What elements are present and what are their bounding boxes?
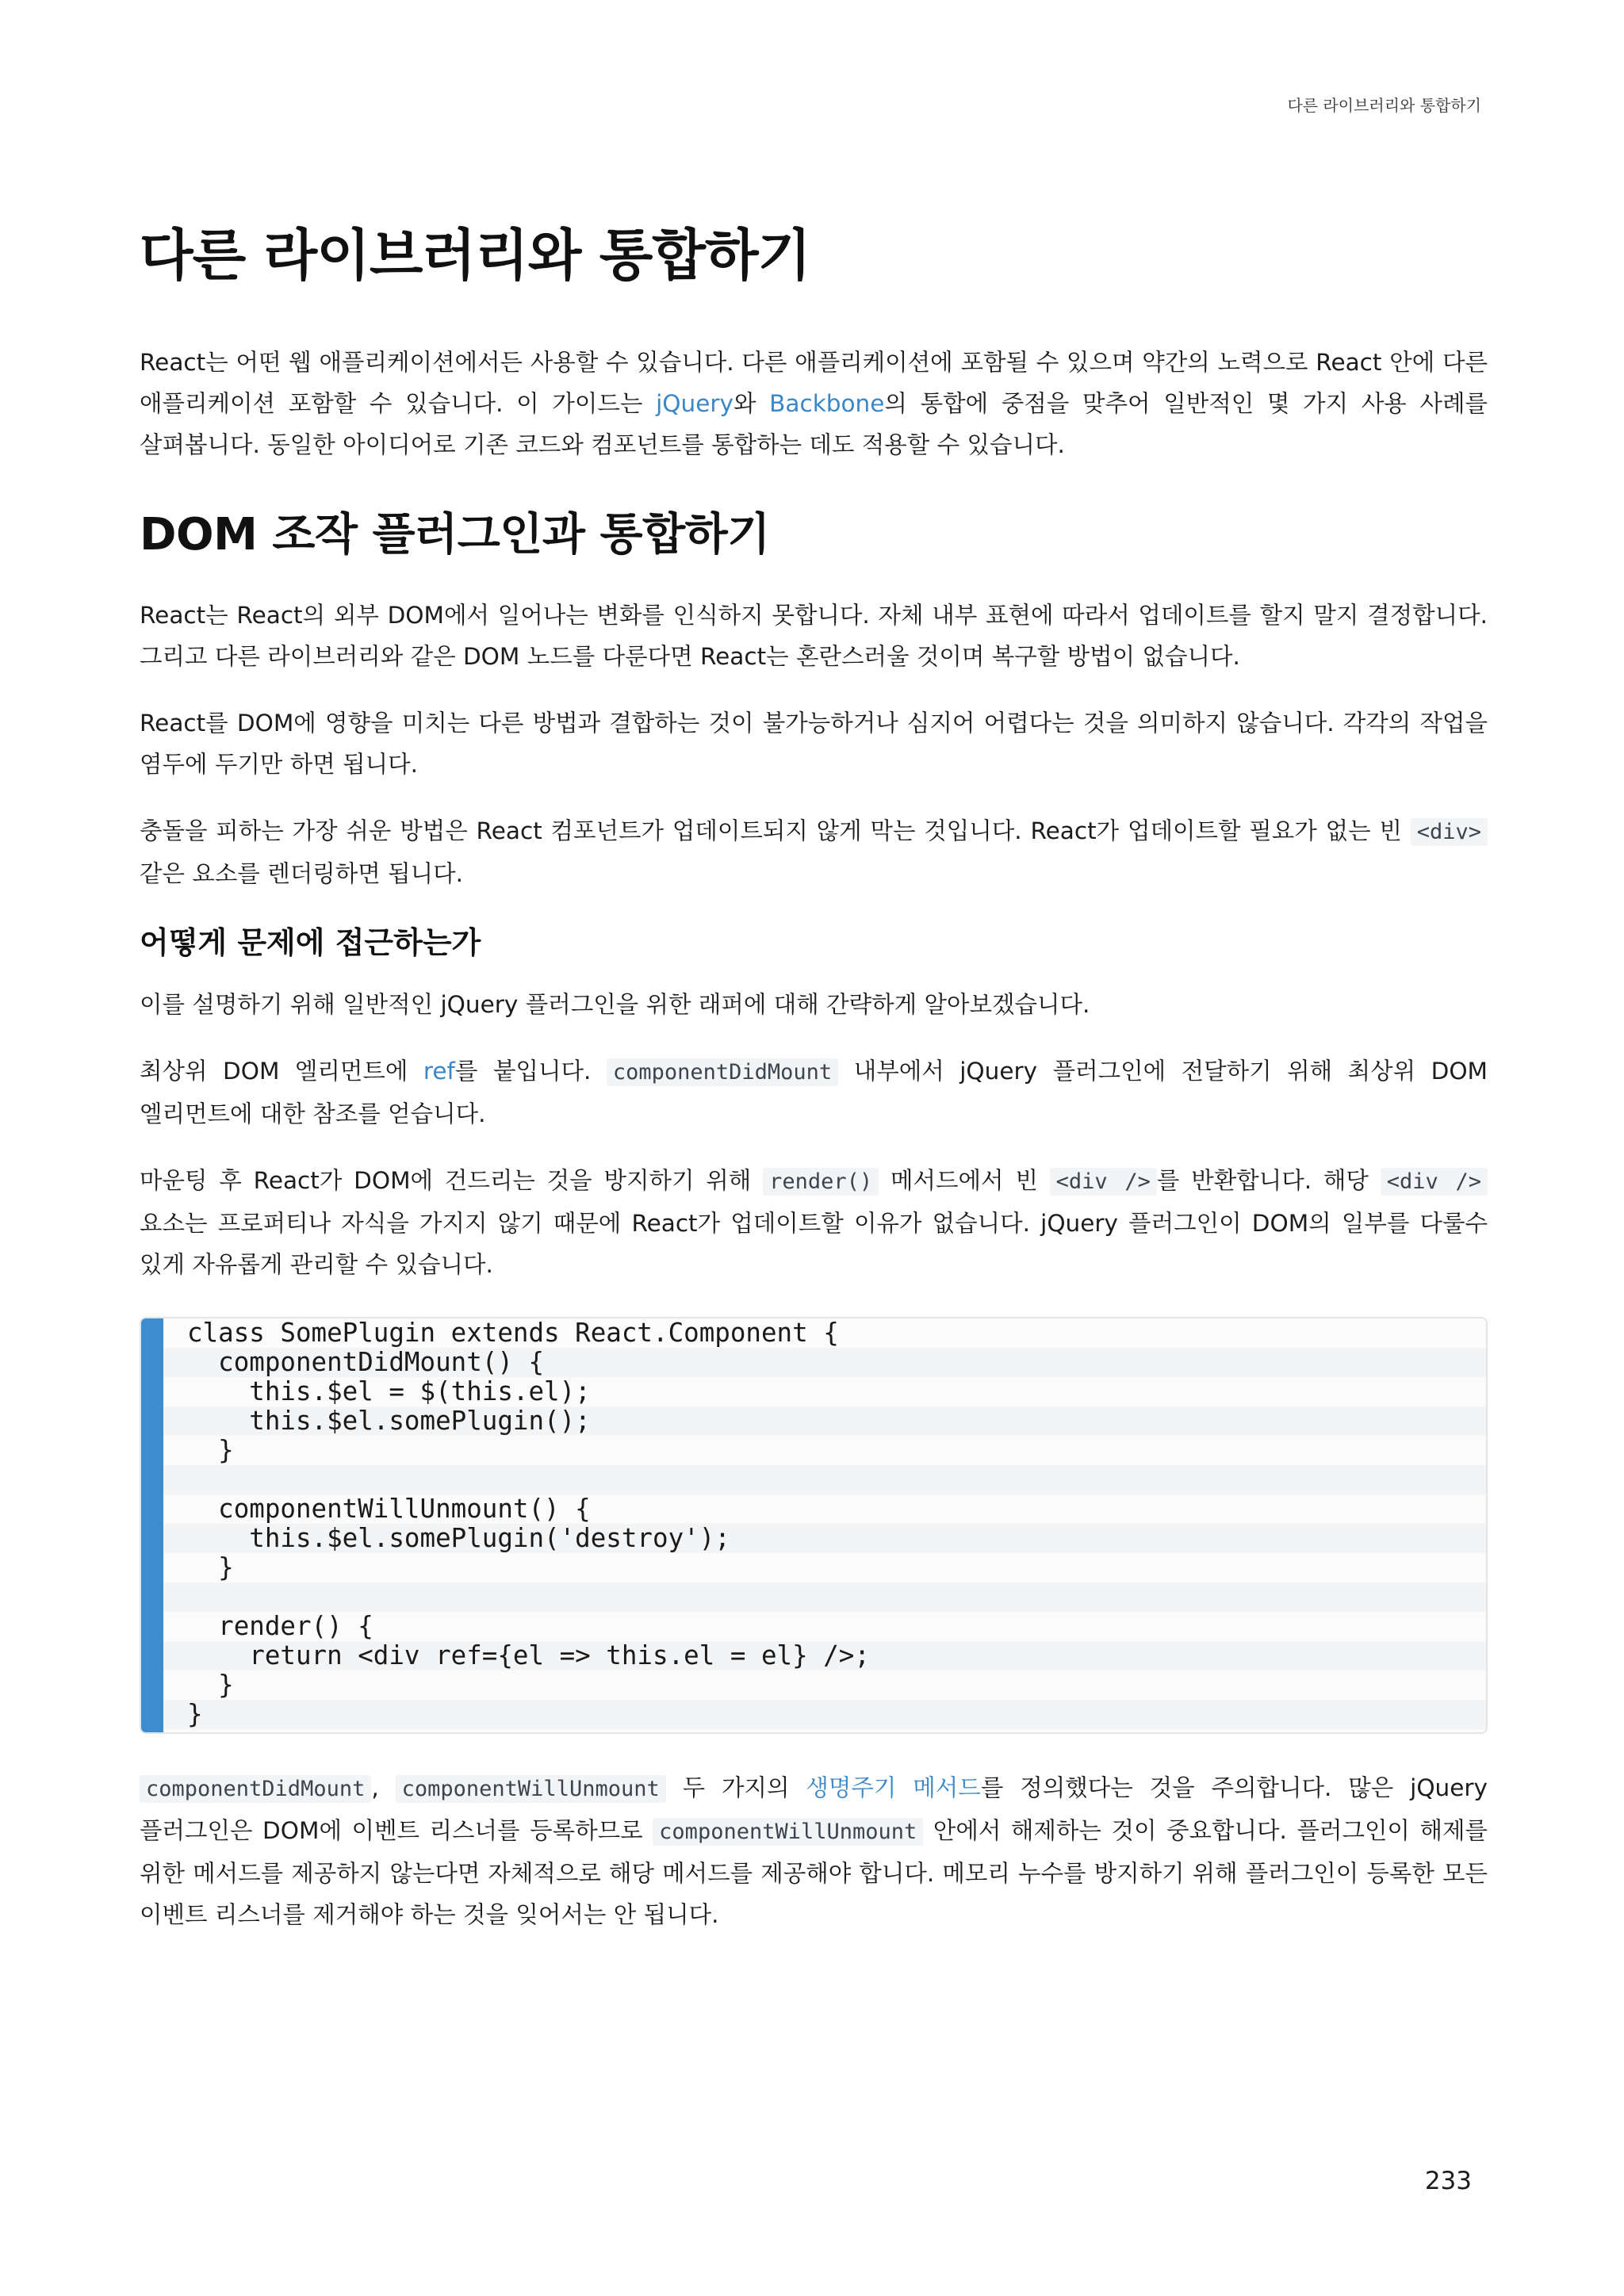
jquery-link[interactable]: jQuery xyxy=(656,389,733,417)
inline-code-div-selfclosing: <div /> xyxy=(1381,1168,1488,1196)
inline-code-div: <div> xyxy=(1411,818,1488,846)
paragraph-text: 를 반환합니다. 해당 xyxy=(1156,1167,1381,1195)
intro-text: 의 통합에 중점을 맞추어 일반적인 몇 가지 사용 사례를 살펴봅니다. 동일한 아이디어로 기존 코드와 컴포넌트를 통합하는 데도 적용할 수 있습니다. xyxy=(140,389,1488,458)
code-block-content[interactable]: class SomePlugin extends React.Component { componentDidMount() { this.$el = $(this.el); this.$el.somePlugin(); } componentWillUnmount() { this.$el.somePlugin('destroy'); } render() { return <div ref={el => this.el = el} />; } } xyxy=(141,1318,1486,1732)
subsection-heading-approach: 어떻게 문제에 접근하는가 xyxy=(140,924,481,960)
backbone-link[interactable]: Backbone xyxy=(769,389,885,417)
separator-text: , xyxy=(371,1774,396,1802)
section1-paragraph-2: React를 DOM에 영향을 미치는 다른 방법과 결합하는 것이 불가능하거나 심지어 어렵다는 것을 의미하지 않습니다. 각각의 작업을 염두에 두기만 하면 됩니다. xyxy=(140,709,1488,778)
running-head: 다른 라이브러리와 통합하기 xyxy=(1287,96,1481,115)
paragraph-text: 마운팅 후 React가 DOM에 건드리는 것을 방지하기 위해 xyxy=(140,1167,764,1195)
paragraph-text: 충돌을 피하는 가장 쉬운 방법은 React 컴포넌트가 업데이트되지 않게 막는 것입니다. React가 업데이트할 필요가 없는 빈 xyxy=(140,817,1411,844)
ref-link[interactable]: ref xyxy=(423,1058,455,1085)
subsection-paragraph-1: 이를 설명하기 위해 일반적인 jQuery 플러그인을 위한 래퍼에 대해 간략하게 알아보겠습니다. xyxy=(140,991,1090,1019)
paragraph-text: 같은 요소를 렌더링하면 됩니다. xyxy=(140,859,463,887)
inline-code-render: render() xyxy=(763,1168,879,1196)
subsection-paragraph-3 xyxy=(140,1160,1488,1285)
subsection-paragraph-2 xyxy=(140,1050,1488,1135)
section1-paragraph-1: React는 React의 외부 DOM에서 일어나는 변화를 인식하지 못합니다. 자체 내부 표현에 따라서 업데이트를 할지 말지 결정합니다. 그리고 다른 라이브러리와 같은 DOM 노드를 다룬다면 React는 혼란스러울 것이며 복구할 방법이 없습니다. xyxy=(140,601,1488,670)
inline-code-componentdidmount: componentDidMount xyxy=(607,1058,838,1086)
section-heading-dom-plugins: DOM 조작 플러그인과 통합하기 xyxy=(140,508,770,561)
paragraph-text: 두 가지의 xyxy=(665,1774,806,1802)
code-block-accent-bar xyxy=(141,1318,163,1732)
section1-paragraph-3 xyxy=(140,810,1488,894)
paragraph-text: 메서드에서 빈 xyxy=(879,1167,1050,1195)
paragraph-text: 내부에서 jQuery 플러그인에 전달하기 위해 최상위 DOM 엘리먼트에 대한 참조를 얻습니다. xyxy=(140,1058,1488,1128)
inline-code-componentwillunmount: componentWillUnmount xyxy=(653,1818,923,1846)
paragraph-text: 최상위 DOM 엘리먼트에 xyxy=(140,1058,423,1085)
paragraph-text: 안에서 해제하는 것이 중요합니다. 플러그인이 해제를 위한 메서드를 제공하지 않는다면 자체적으로 해당 메서드를 제공해야 합니다. 메모리 누수를 방지하기 위해 플러그인이 등록한 모든 이벤트 리스너를 제거해야 하는 것을 잊어서는 안 됩니다. xyxy=(140,1817,1488,1929)
intro-text: 와 xyxy=(733,389,770,417)
paragraph-text: 를 붙입니다. xyxy=(454,1058,607,1085)
code-block xyxy=(140,1317,1488,1734)
lifecycle-methods-link[interactable]: 생명주기 메서드 xyxy=(806,1774,981,1802)
paragraph-text: 를 정의했다는 것을 주의합니다. 많은 jQuery 플러그인은 DOM에 이벤트 리스너를 등록하므로 xyxy=(140,1774,1488,1845)
inline-code-div-selfclosing: <div /> xyxy=(1050,1168,1157,1196)
closing-paragraph xyxy=(140,1767,1488,1935)
inline-code-componentwillunmount: componentWillUnmount xyxy=(396,1775,666,1803)
page-number: 233 xyxy=(1424,2167,1472,2195)
intro-text: React는 어떤 웹 애플리케이션에서든 사용할 수 있습니다. 다른 애플리케이션에 포함될 수 있으며 약간의 노력으로 React 안에 다른 애플리케이션 포함할 수 있습니다. 이 가이드는 xyxy=(140,348,1488,417)
paragraph-text: 요소는 프로퍼티나 자식을 가지지 않기 때문에 React가 업데이트할 이유가 없습니다. jQuery 플러그인이 DOM의 일부를 다룰수 있게 자유롭게 관리할 수 있습니다. xyxy=(140,1210,1488,1279)
page-content xyxy=(140,224,1488,1961)
inline-code-componentdidmount: componentDidMount xyxy=(140,1775,371,1803)
page-title: 다른 라이브러리와 통합하기 xyxy=(140,223,811,288)
intro-paragraph xyxy=(140,342,1488,465)
